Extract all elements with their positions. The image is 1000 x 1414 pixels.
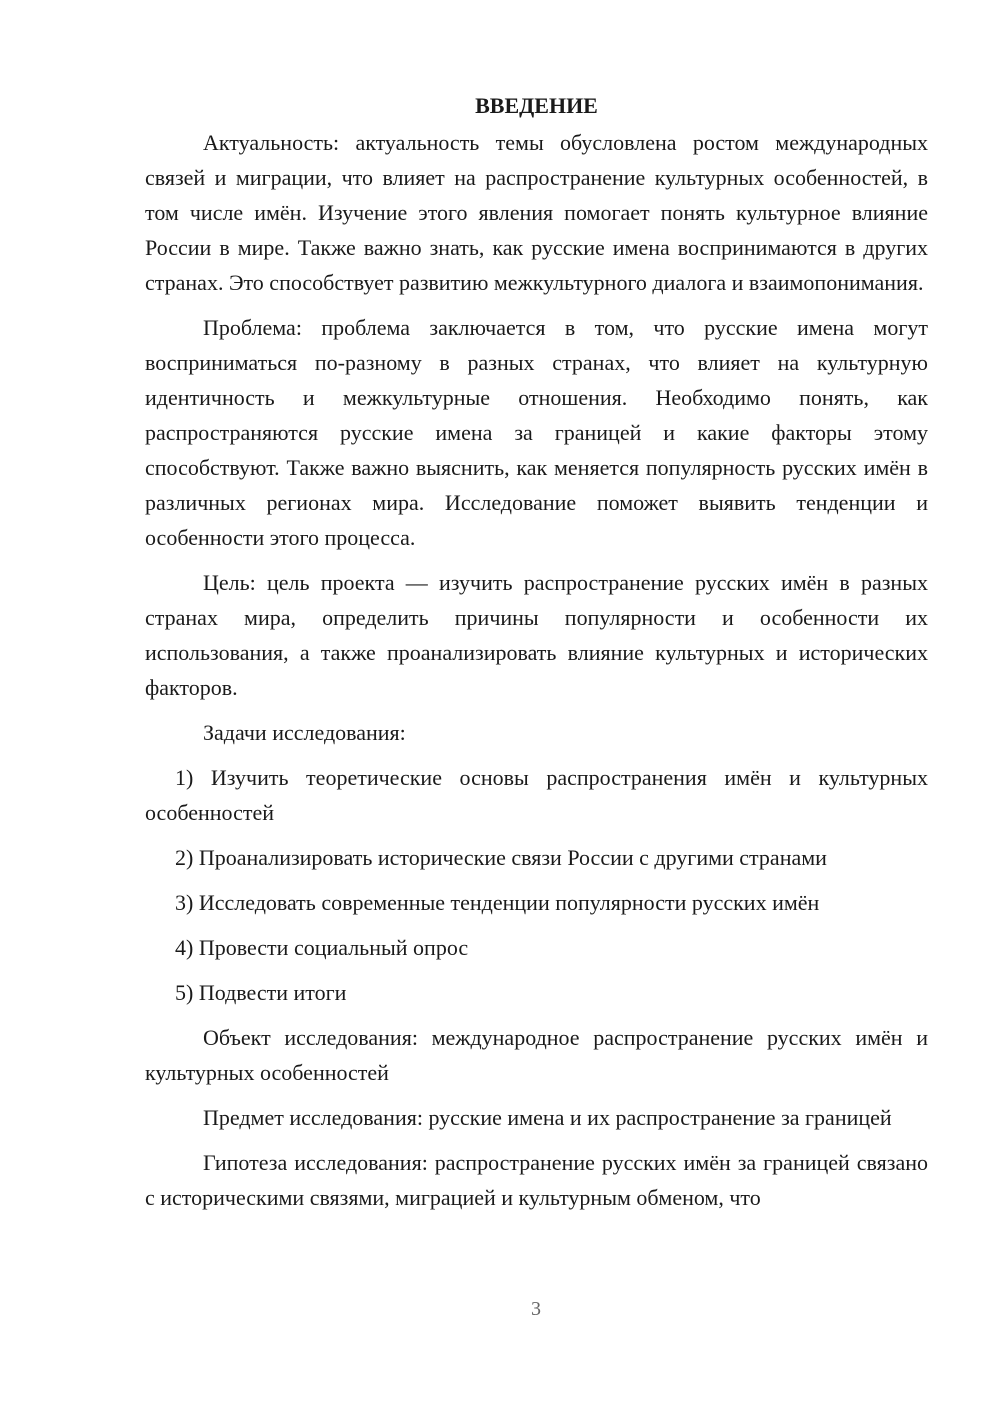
tasks-list: [145, 760, 928, 1010]
paragraph-hypothesis: Гипотеза исследования: распространение русских имён за границей связано с историческими связями, миграцией и культурным обменом, что: [145, 1150, 928, 1210]
list-item: 1) Изучить теоретические основы распространения имён и культурных особенностей: [145, 765, 928, 825]
tasks-heading: Задачи исследования:: [203, 720, 406, 745]
page-number: 3: [531, 1298, 541, 1320]
list-item: 5) Подвести итоги: [175, 980, 347, 1005]
paragraph-problem: Проблема: проблема заключается в том, что русские имена могут восприниматься по-разному в разных странах, что влияет на культурную идентичность и межкультурные отношения. Необходимо понять, как распространяются русские имена за границей и какие факторы этому способствуют. Также важно выяснить, как меняется популярность русских имён в различных регионах мира. Исследование поможет выявить тенденции и особенности этого процесса.: [145, 315, 928, 550]
page-title: ВВЕДЕНИЕ: [475, 93, 598, 118]
list-item: 4) Провести социальный опрос: [175, 935, 469, 960]
document-page: [145, 88, 928, 1225]
paragraph-relevance: Актуальность: актуальность темы обусловлена ростом международных связей и миграции, что влияет на распространение культурных особенностей, в том числе имён. Изучение этого явления помогает понять культурное влияние России в мире. Также важно знать, как русские имена воспринимаются в других странах. Это способствует развитию межкультурного диалога и взаимопонимания.: [145, 130, 928, 295]
list-item: 3) Исследовать современные тенденции популярности русских имён: [175, 890, 820, 915]
paragraph-subject: Предмет исследования: русские имена и их распространение за границей: [203, 1105, 892, 1130]
list-item: 2) Проанализировать исторические связи России с другими странами: [175, 845, 827, 870]
paragraph-object: Объект исследования: международное распространение русских имён и культурных особенностей: [145, 1025, 928, 1085]
paragraph-goal: Цель: цель проекта — изучить распространение русских имён в разных странах мира, определить причины популярности и особенности их использования, а также проанализировать влияние культурных и исторических факторов.: [145, 570, 928, 700]
